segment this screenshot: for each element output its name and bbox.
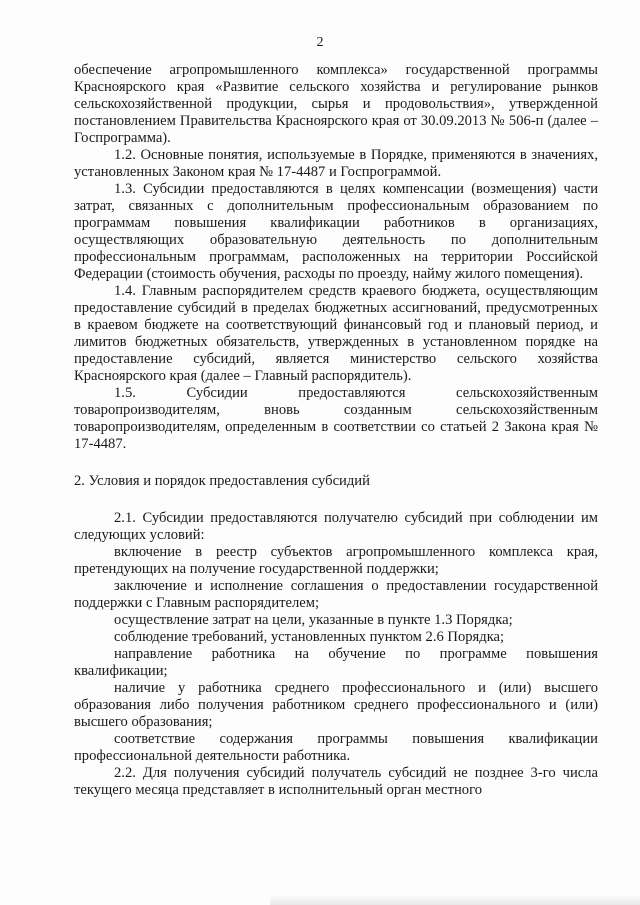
list-item: соблюдение требований, установленных пунктом 2.6 Порядка;	[114, 629, 505, 645]
paragraph: 1.2. Основные понятия, используемые в Порядке, применяются в значениях, установленных Законом края № 17-4487 и Госпрограммой.	[74, 147, 598, 180]
list-item: соответствие содержания программы повышения квалификации профессиональной деятельности работника.	[74, 731, 598, 764]
page-number: 2	[316, 35, 324, 50]
list-item: включение в реестр субъектов агропромышленного комплекса края, претендующих на получение государственной поддержки;	[74, 544, 598, 577]
paragraph: 2.1. Субсидии предоставляются получателю субсидий при соблюдении им следующих условий:	[74, 510, 598, 543]
list-item: заключение и исполнение соглашения о предоставлении государственной поддержки с Главным распорядителем;	[74, 578, 598, 611]
paragraph: 1.3. Субсидии предоставляются в целях компенсации (возмещения) части затрат, связанных с дополнительным профессиональным образованием по программам повышения квалификации работников в организациях, осуществляющих образовательную деятельность по дополнительным профессиональным программам, расположенных на территории Российской Федерации (стоимость обучения, расходы по проезду, найму жилого помещения).	[74, 181, 598, 282]
list-item: направление работника на обучение по программе повышения квалификации;	[74, 646, 598, 679]
section-heading: 2. Условия и порядок предоставления субсидий	[74, 473, 370, 489]
document-body	[74, 62, 598, 799]
paragraph: 2.2. Для получения субсидий получатель субсидий не позднее 3-го числа текущего месяца представляет в исполнительный орган местного	[74, 765, 598, 798]
list-item: осуществление затрат на цели, указанные в пункте 1.3 Порядка;	[114, 612, 513, 628]
paragraph: 1.5. Субсидии предоставляются сельскохозяйственным товаропроизводителям, вновь созданным сельскохозяйственным товаропроизводителям, определенным в соответствии со статьей 2 Закона края № 17-4487.	[74, 385, 598, 452]
scan-edge-shadow	[270, 895, 640, 905]
list-item: наличие у работника среднего профессионального и (или) высшего образования либо получения работником среднего профессионального и (или) высшего образования;	[74, 680, 598, 730]
paragraph: обеспечение агропромышленного комплекса» государственной программы Красноярского края «Развитие сельского хозяйства и регулирование рынков сельскохозяйственной продукции, сырья и продовольствия», утвержденной постановлением Правительства Красноярского края от 30.09.2013 № 506-п (далее – Госпрограмма).	[74, 62, 598, 146]
paragraph: 1.4. Главным распорядителем средств краевого бюджета, осуществляющим предоставление субсидий в пределах бюджетных ассигнований, предусмотренных в краевом бюджете на соответствующий финансовый год и плановый период, и лимитов бюджетных обязательств, утвержденных в установленном порядке на предоставление субсидий, является министерство сельского хозяйства Красноярского края (далее – Главный распорядитель).	[74, 283, 598, 384]
